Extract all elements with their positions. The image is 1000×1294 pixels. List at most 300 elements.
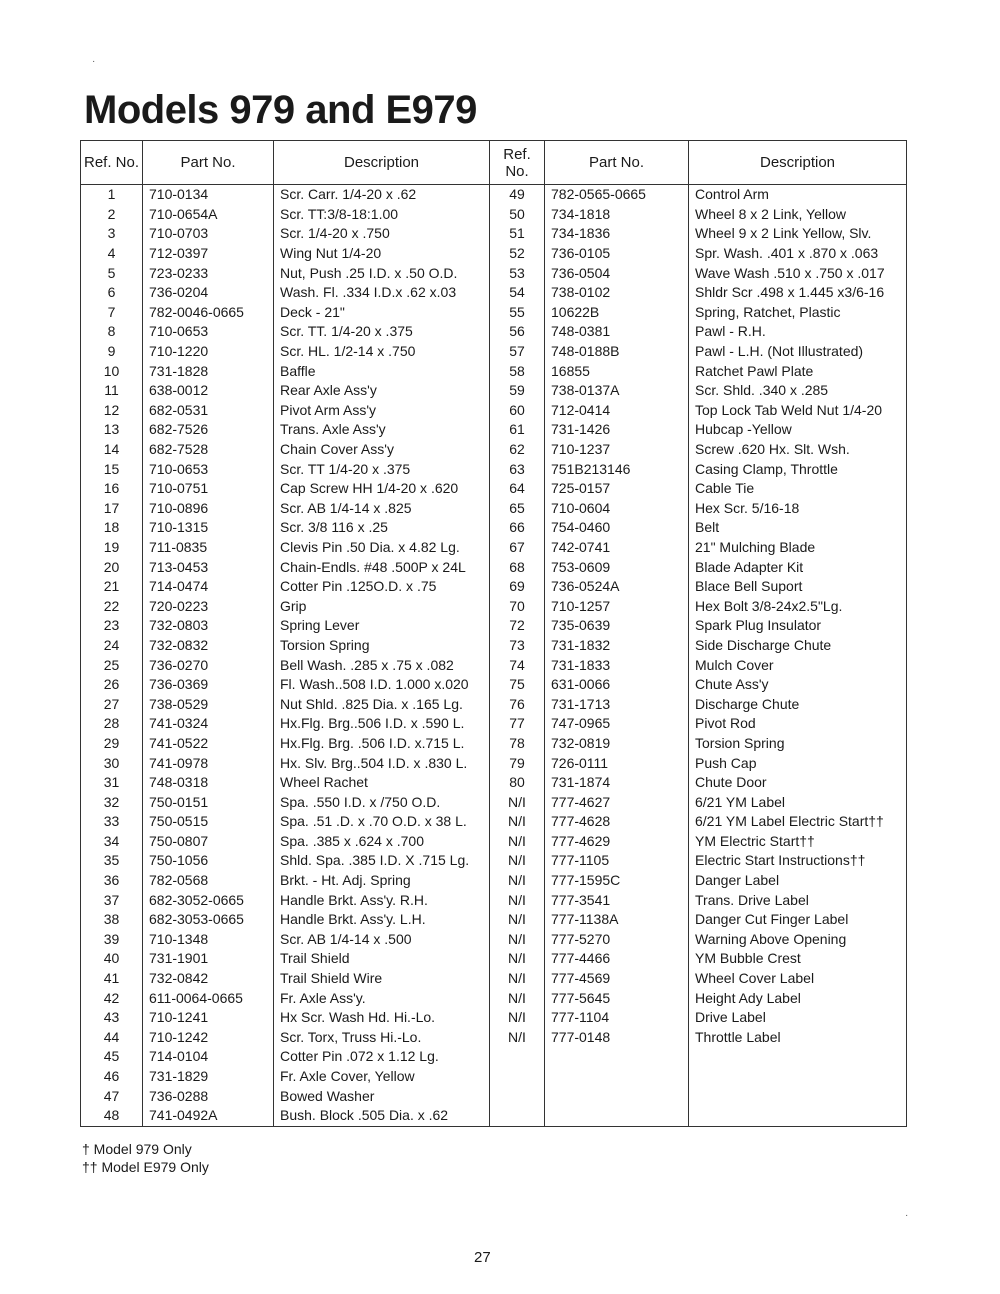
ref-left-cell: 26 bbox=[81, 675, 143, 695]
ref-left-cell: 12 bbox=[81, 401, 143, 421]
ref-left-cell: 15 bbox=[81, 459, 143, 479]
part-number-right-cell: 777-5270 bbox=[545, 930, 689, 950]
part-number-left-cell: 736-0270 bbox=[143, 655, 274, 675]
table-row bbox=[81, 538, 907, 558]
description-right-cell bbox=[689, 1106, 907, 1126]
header-desc-left: Description bbox=[274, 141, 490, 185]
part-number-right-cell: 748-0381 bbox=[545, 322, 689, 342]
description-right-cell: Danger Cut Finger Label bbox=[689, 910, 907, 930]
table-row bbox=[81, 714, 907, 734]
part-number-left-cell: 741-0978 bbox=[143, 753, 274, 773]
ref-right-cell bbox=[490, 1067, 545, 1087]
ref-left-cell: 17 bbox=[81, 499, 143, 519]
table-header-row bbox=[81, 141, 907, 185]
description-right-cell: Discharge Chute bbox=[689, 694, 907, 714]
description-left-cell: Scr. 3/8 116 x .25 bbox=[274, 518, 490, 538]
description-right-cell: Screw .620 Hx. Slt. Wsh. bbox=[689, 440, 907, 460]
part-number-left-cell: 738-0529 bbox=[143, 694, 274, 714]
description-left-cell: Cotter Pin .072 x 1.12 Lg. bbox=[274, 1047, 490, 1067]
ref-left-cell: 46 bbox=[81, 1067, 143, 1087]
table-row bbox=[81, 263, 907, 283]
part-number-left-cell: 710-1242 bbox=[143, 1028, 274, 1048]
description-left-cell: Scr. AB 1/4-14 x .500 bbox=[274, 930, 490, 950]
part-number-left-cell: 750-0807 bbox=[143, 832, 274, 852]
description-right-cell: Blade Adapter Kit bbox=[689, 557, 907, 577]
description-right-cell: Danger Label bbox=[689, 871, 907, 891]
header-ref-left: Ref. No. bbox=[81, 141, 143, 185]
part-number-right-cell: 736-0504 bbox=[545, 263, 689, 283]
description-left-cell: Spa. .51 .D. x .70 O.D. x 38 L. bbox=[274, 812, 490, 832]
part-number-left-cell: 710-0896 bbox=[143, 499, 274, 519]
description-left-cell: Nut, Push .25 I.D. x .50 O.D. bbox=[274, 263, 490, 283]
ref-left-cell: 37 bbox=[81, 890, 143, 910]
footnote-model-979: † Model 979 Only bbox=[82, 1141, 192, 1157]
part-number-right-cell: 777-5645 bbox=[545, 988, 689, 1008]
part-number-left-cell: 682-0531 bbox=[143, 401, 274, 421]
ref-right-cell: 75 bbox=[490, 675, 545, 695]
part-number-left-cell: 611-0064-0665 bbox=[143, 988, 274, 1008]
ref-left-cell: 43 bbox=[81, 1008, 143, 1028]
ref-right-cell: 50 bbox=[490, 205, 545, 225]
description-left-cell: Scr. Torx, Truss Hi.-Lo. bbox=[274, 1028, 490, 1048]
part-number-right-cell: 734-1836 bbox=[545, 224, 689, 244]
description-left-cell: Hx Scr. Wash Hd. Hi.-Lo. bbox=[274, 1008, 490, 1028]
description-left-cell: Chain Cover Ass'y bbox=[274, 440, 490, 460]
part-number-right-cell: 710-0604 bbox=[545, 499, 689, 519]
description-right-cell: Spr. Wash. .401 x .870 x .063 bbox=[689, 244, 907, 264]
table-row bbox=[81, 792, 907, 812]
table-row bbox=[81, 694, 907, 714]
ref-left-cell: 10 bbox=[81, 361, 143, 381]
part-number-right-cell: 777-1138A bbox=[545, 910, 689, 930]
description-left-cell: Trail Shield Wire bbox=[274, 969, 490, 989]
part-number-right-cell bbox=[545, 1086, 689, 1106]
table-row bbox=[81, 459, 907, 479]
part-number-left-cell: 731-1901 bbox=[143, 949, 274, 969]
scan-speck: · bbox=[92, 56, 96, 67]
header-ref-right: Ref. No. bbox=[490, 141, 545, 185]
description-right-cell: Mulch Cover bbox=[689, 655, 907, 675]
part-number-left-cell: 714-0474 bbox=[143, 577, 274, 597]
table-row bbox=[81, 185, 907, 205]
description-left-cell: Wheel Rachet bbox=[274, 773, 490, 793]
ref-right-cell: 73 bbox=[490, 636, 545, 656]
description-left-cell: Spa. .550 I.D. x /750 O.D. bbox=[274, 792, 490, 812]
description-left-cell: Bell Wash. .285 x .75 x .082 bbox=[274, 655, 490, 675]
ref-left-cell: 8 bbox=[81, 322, 143, 342]
description-left-cell: Cap Screw HH 1/4-20 x .620 bbox=[274, 479, 490, 499]
part-number-left-cell: 736-0369 bbox=[143, 675, 274, 695]
ref-right-cell: 63 bbox=[490, 459, 545, 479]
part-number-right-cell: 748-0188B bbox=[545, 342, 689, 362]
part-number-left-cell: 710-1220 bbox=[143, 342, 274, 362]
part-number-left-cell: 741-0522 bbox=[143, 734, 274, 754]
description-right-cell: Height Ady Label bbox=[689, 988, 907, 1008]
ref-right-cell: N/I bbox=[490, 910, 545, 930]
part-number-left-cell: 710-0703 bbox=[143, 224, 274, 244]
description-right-cell: YM Electric Start†† bbox=[689, 832, 907, 852]
table-row bbox=[81, 499, 907, 519]
table-row bbox=[81, 381, 907, 401]
ref-right-cell: 51 bbox=[490, 224, 545, 244]
description-left-cell: Scr. TT. 1/4-20 x .375 bbox=[274, 322, 490, 342]
description-left-cell: Deck - 21" bbox=[274, 303, 490, 323]
part-number-left-cell: 750-1056 bbox=[143, 851, 274, 871]
table-row bbox=[81, 969, 907, 989]
description-right-cell: YM Bubble Crest bbox=[689, 949, 907, 969]
ref-left-cell: 21 bbox=[81, 577, 143, 597]
description-left-cell: Spa. .385 x .624 x .700 bbox=[274, 832, 490, 852]
description-left-cell: Bowed Washer bbox=[274, 1086, 490, 1106]
part-number-right-cell: 777-1104 bbox=[545, 1008, 689, 1028]
ref-right-cell: 61 bbox=[490, 420, 545, 440]
ref-left-cell: 4 bbox=[81, 244, 143, 264]
ref-right-cell bbox=[490, 1047, 545, 1067]
part-number-left-cell: 741-0492A bbox=[143, 1106, 274, 1126]
description-right-cell bbox=[689, 1067, 907, 1087]
part-number-left-cell: 723-0233 bbox=[143, 263, 274, 283]
ref-right-cell: N/I bbox=[490, 792, 545, 812]
table-row bbox=[81, 518, 907, 538]
table-row bbox=[81, 734, 907, 754]
description-left-cell: Fr. Axle Ass'y. bbox=[274, 988, 490, 1008]
table-row bbox=[81, 910, 907, 930]
part-number-right-cell: 631-0066 bbox=[545, 675, 689, 695]
description-left-cell: Scr. Carr. 1/4-20 x .62 bbox=[274, 185, 490, 205]
description-right-cell: Hex Bolt 3/8-24x2.5"Lg. bbox=[689, 596, 907, 616]
description-right-cell: Pawl - L.H. (Not Illustrated) bbox=[689, 342, 907, 362]
ref-right-cell: N/I bbox=[490, 949, 545, 969]
ref-right-cell: 80 bbox=[490, 773, 545, 793]
ref-right-cell: 74 bbox=[490, 655, 545, 675]
ref-left-cell: 22 bbox=[81, 596, 143, 616]
ref-left-cell: 19 bbox=[81, 538, 143, 558]
table-row bbox=[81, 636, 907, 656]
header-part-left: Part No. bbox=[143, 141, 274, 185]
description-right-cell: Throttle Label bbox=[689, 1028, 907, 1048]
part-number-right-cell: 777-4629 bbox=[545, 832, 689, 852]
ref-left-cell: 42 bbox=[81, 988, 143, 1008]
part-number-left-cell: 732-0842 bbox=[143, 969, 274, 989]
part-number-left-cell: 710-0653 bbox=[143, 322, 274, 342]
table-row bbox=[81, 1086, 907, 1106]
part-number-right-cell bbox=[545, 1067, 689, 1087]
part-number-left-cell: 736-0288 bbox=[143, 1086, 274, 1106]
part-number-left-cell: 712-0397 bbox=[143, 244, 274, 264]
ref-left-cell: 6 bbox=[81, 283, 143, 303]
part-number-right-cell: 747-0965 bbox=[545, 714, 689, 734]
description-right-cell: Trans. Drive Label bbox=[689, 890, 907, 910]
table-row bbox=[81, 361, 907, 381]
part-number-left-cell: 736-0204 bbox=[143, 283, 274, 303]
table-row bbox=[81, 322, 907, 342]
ref-right-cell: 49 bbox=[490, 185, 545, 205]
part-number-left-cell: 713-0453 bbox=[143, 557, 274, 577]
description-right-cell: Drive Label bbox=[689, 1008, 907, 1028]
ref-left-cell: 14 bbox=[81, 440, 143, 460]
table-row bbox=[81, 988, 907, 1008]
part-number-right-cell: 731-1426 bbox=[545, 420, 689, 440]
description-left-cell: Torsion Spring bbox=[274, 636, 490, 656]
part-number-left-cell: 750-0151 bbox=[143, 792, 274, 812]
ref-right-cell bbox=[490, 1106, 545, 1126]
ref-right-cell: 69 bbox=[490, 577, 545, 597]
ref-right-cell: 58 bbox=[490, 361, 545, 381]
part-number-right-cell: 712-0414 bbox=[545, 401, 689, 421]
description-left-cell: Fr. Axle Cover, Yellow bbox=[274, 1067, 490, 1087]
description-left-cell: Spring Lever bbox=[274, 616, 490, 636]
part-number-right-cell: 777-1105 bbox=[545, 851, 689, 871]
table-row bbox=[81, 596, 907, 616]
part-number-right-cell: 710-1257 bbox=[545, 596, 689, 616]
description-right-cell: Hex Scr. 5/16-18 bbox=[689, 499, 907, 519]
description-right-cell: 6/21 YM Label Electric Start†† bbox=[689, 812, 907, 832]
part-number-right-cell: 738-0137A bbox=[545, 381, 689, 401]
ref-left-cell: 38 bbox=[81, 910, 143, 930]
part-number-right-cell: 734-1818 bbox=[545, 205, 689, 225]
ref-right-cell: 77 bbox=[490, 714, 545, 734]
part-number-right-cell: 731-1874 bbox=[545, 773, 689, 793]
table-row bbox=[81, 616, 907, 636]
part-number-left-cell: 710-0134 bbox=[143, 185, 274, 205]
table-row bbox=[81, 244, 907, 264]
table-row bbox=[81, 851, 907, 871]
footnotes bbox=[82, 1140, 209, 1176]
table-row bbox=[81, 224, 907, 244]
table-row bbox=[81, 890, 907, 910]
ref-right-cell: 78 bbox=[490, 734, 545, 754]
ref-left-cell: 28 bbox=[81, 714, 143, 734]
part-number-right-cell: 731-1833 bbox=[545, 655, 689, 675]
description-right-cell: Wheel Cover Label bbox=[689, 969, 907, 989]
ref-left-cell: 16 bbox=[81, 479, 143, 499]
part-number-right-cell: 777-4628 bbox=[545, 812, 689, 832]
ref-right-cell: 68 bbox=[490, 557, 545, 577]
ref-right-cell: N/I bbox=[490, 812, 545, 832]
part-number-right-cell: 777-4466 bbox=[545, 949, 689, 969]
ref-left-cell: 40 bbox=[81, 949, 143, 969]
description-left-cell: Scr. AB 1/4-14 x .825 bbox=[274, 499, 490, 519]
table-row bbox=[81, 420, 907, 440]
ref-left-cell: 39 bbox=[81, 930, 143, 950]
table-row bbox=[81, 479, 907, 499]
ref-right-cell: 60 bbox=[490, 401, 545, 421]
description-right-cell: Blace Bell Suport bbox=[689, 577, 907, 597]
part-number-left-cell: 682-7528 bbox=[143, 440, 274, 460]
table-row bbox=[81, 773, 907, 793]
ref-right-cell: 79 bbox=[490, 753, 545, 773]
table-row bbox=[81, 557, 907, 577]
part-number-left-cell: 731-1828 bbox=[143, 361, 274, 381]
page-number: 27 bbox=[474, 1249, 491, 1266]
description-left-cell: Hx.Flg. Brg..506 I.D. x .590 L. bbox=[274, 714, 490, 734]
part-number-right-cell: 777-4627 bbox=[545, 792, 689, 812]
part-number-left-cell: 782-0568 bbox=[143, 871, 274, 891]
ref-right-cell: 70 bbox=[490, 596, 545, 616]
ref-left-cell: 24 bbox=[81, 636, 143, 656]
part-number-left-cell: 748-0318 bbox=[143, 773, 274, 793]
table-row bbox=[81, 1008, 907, 1028]
part-number-right-cell: 736-0105 bbox=[545, 244, 689, 264]
description-right-cell: Side Discharge Chute bbox=[689, 636, 907, 656]
description-right-cell: Warning Above Opening bbox=[689, 930, 907, 950]
table-row bbox=[81, 1028, 907, 1048]
description-left-cell: Nut Shld. .825 Dia. x .165 Lg. bbox=[274, 694, 490, 714]
ref-right-cell: 76 bbox=[490, 694, 545, 714]
part-number-left-cell: 710-0653 bbox=[143, 459, 274, 479]
description-left-cell: Scr. 1/4-20 x .750 bbox=[274, 224, 490, 244]
description-right-cell: Scr. Shld. .340 x .285 bbox=[689, 381, 907, 401]
part-number-left-cell: 750-0515 bbox=[143, 812, 274, 832]
ref-left-cell: 1 bbox=[81, 185, 143, 205]
part-number-left-cell: 710-1241 bbox=[143, 1008, 274, 1028]
part-number-right-cell: 777-3541 bbox=[545, 890, 689, 910]
part-number-left-cell: 731-1829 bbox=[143, 1067, 274, 1087]
description-right-cell: Top Lock Tab Weld Nut 1/4-20 bbox=[689, 401, 907, 421]
table-row bbox=[81, 871, 907, 891]
description-right-cell: Control Arm bbox=[689, 185, 907, 205]
part-number-right-cell: 753-0609 bbox=[545, 557, 689, 577]
ref-right-cell: 59 bbox=[490, 381, 545, 401]
part-number-right-cell: 16855 bbox=[545, 361, 689, 381]
ref-right-cell: 57 bbox=[490, 342, 545, 362]
ref-left-cell: 33 bbox=[81, 812, 143, 832]
ref-left-cell: 45 bbox=[81, 1047, 143, 1067]
part-number-right-cell bbox=[545, 1047, 689, 1067]
part-number-left-cell: 638-0012 bbox=[143, 381, 274, 401]
ref-right-cell: N/I bbox=[490, 930, 545, 950]
ref-right-cell: N/I bbox=[490, 832, 545, 852]
header-desc-right: Description bbox=[689, 141, 907, 185]
part-number-left-cell: 720-0223 bbox=[143, 596, 274, 616]
table-row bbox=[81, 753, 907, 773]
table-row bbox=[81, 401, 907, 421]
ref-right-cell: 54 bbox=[490, 283, 545, 303]
description-left-cell: Shld. Spa. .385 I.D. X .715 Lg. bbox=[274, 851, 490, 871]
ref-right-cell bbox=[490, 1086, 545, 1106]
description-left-cell: Clevis Pin .50 Dia. x 4.82 Lg. bbox=[274, 538, 490, 558]
description-left-cell: Hx. Slv. Brg..504 I.D. x .830 L. bbox=[274, 753, 490, 773]
part-number-right-cell: 736-0524A bbox=[545, 577, 689, 597]
description-left-cell: Grip bbox=[274, 596, 490, 616]
ref-right-cell: 72 bbox=[490, 616, 545, 636]
table-row bbox=[81, 949, 907, 969]
description-right-cell bbox=[689, 1086, 907, 1106]
part-number-left-cell: 682-7526 bbox=[143, 420, 274, 440]
ref-right-cell: 56 bbox=[490, 322, 545, 342]
table-row bbox=[81, 1106, 907, 1126]
ref-right-cell: N/I bbox=[490, 1008, 545, 1028]
table-row bbox=[81, 303, 907, 323]
description-right-cell: Cable Tie bbox=[689, 479, 907, 499]
ref-right-cell: N/I bbox=[490, 851, 545, 871]
table-row bbox=[81, 1047, 907, 1067]
description-left-cell: Pivot Arm Ass'y bbox=[274, 401, 490, 421]
part-number-right-cell: 735-0639 bbox=[545, 616, 689, 636]
description-left-cell: Handle Brkt. Ass'y. R.H. bbox=[274, 890, 490, 910]
description-right-cell: Ratchet Pawl Plate bbox=[689, 361, 907, 381]
description-right-cell: Wheel 8 x 2 Link, Yellow bbox=[689, 205, 907, 225]
description-left-cell: Wash. Fl. .334 I.D.x .62 x.03 bbox=[274, 283, 490, 303]
ref-right-cell: N/I bbox=[490, 871, 545, 891]
description-left-cell: Scr. TT:3/8-18:1.00 bbox=[274, 205, 490, 225]
description-right-cell: Hubcap -Yellow bbox=[689, 420, 907, 440]
table-row bbox=[81, 675, 907, 695]
description-left-cell: Handle Brkt. Ass'y. L.H. bbox=[274, 910, 490, 930]
part-number-left-cell: 682-3052-0665 bbox=[143, 890, 274, 910]
part-number-left-cell: 714-0104 bbox=[143, 1047, 274, 1067]
ref-left-cell: 20 bbox=[81, 557, 143, 577]
table-row bbox=[81, 1067, 907, 1087]
ref-right-cell: 55 bbox=[490, 303, 545, 323]
ref-right-cell: 64 bbox=[490, 479, 545, 499]
page-title: Models 979 and E979 bbox=[84, 88, 477, 132]
part-number-right-cell bbox=[545, 1106, 689, 1126]
description-right-cell: Pawl - R.H. bbox=[689, 322, 907, 342]
ref-left-cell: 7 bbox=[81, 303, 143, 323]
ref-right-cell: 67 bbox=[490, 538, 545, 558]
description-left-cell: Trail Shield bbox=[274, 949, 490, 969]
part-number-right-cell: 777-0148 bbox=[545, 1028, 689, 1048]
description-left-cell: Brkt. - Ht. Adj. Spring bbox=[274, 871, 490, 891]
part-number-left-cell: 782-0046-0665 bbox=[143, 303, 274, 323]
description-left-cell: Bush. Block .505 Dia. x .62 bbox=[274, 1106, 490, 1126]
part-number-left-cell: 682-3053-0665 bbox=[143, 910, 274, 930]
part-number-right-cell: 777-4569 bbox=[545, 969, 689, 989]
part-number-right-cell: 710-1237 bbox=[545, 440, 689, 460]
description-left-cell: Baffle bbox=[274, 361, 490, 381]
ref-right-cell: N/I bbox=[490, 988, 545, 1008]
ref-right-cell: 65 bbox=[490, 499, 545, 519]
parts-table bbox=[80, 140, 907, 1127]
table-row bbox=[81, 812, 907, 832]
ref-left-cell: 36 bbox=[81, 871, 143, 891]
ref-left-cell: 11 bbox=[81, 381, 143, 401]
ref-right-cell: N/I bbox=[490, 969, 545, 989]
description-left-cell: Chain-Endls. #48 .500P x 24L bbox=[274, 557, 490, 577]
part-number-left-cell: 710-0654A bbox=[143, 205, 274, 225]
ref-left-cell: 27 bbox=[81, 694, 143, 714]
description-right-cell: Shldr Scr .498 x 1.445 x3/6-16 bbox=[689, 283, 907, 303]
ref-right-cell: 66 bbox=[490, 518, 545, 538]
description-right-cell: Electric Start Instructions†† bbox=[689, 851, 907, 871]
part-number-right-cell: 726-0111 bbox=[545, 753, 689, 773]
description-right-cell: Pivot Rod bbox=[689, 714, 907, 734]
ref-left-cell: 35 bbox=[81, 851, 143, 871]
ref-left-cell: 18 bbox=[81, 518, 143, 538]
description-right-cell: Torsion Spring bbox=[689, 734, 907, 754]
part-number-right-cell: 732-0819 bbox=[545, 734, 689, 754]
part-number-right-cell: 10622B bbox=[545, 303, 689, 323]
ref-left-cell: 29 bbox=[81, 734, 143, 754]
part-number-right-cell: 742-0741 bbox=[545, 538, 689, 558]
part-number-left-cell: 710-0751 bbox=[143, 479, 274, 499]
ref-right-cell: N/I bbox=[490, 890, 545, 910]
parts-table-body bbox=[81, 185, 907, 1127]
ref-left-cell: 31 bbox=[81, 773, 143, 793]
ref-left-cell: 41 bbox=[81, 969, 143, 989]
description-left-cell: Scr. HL. 1/2-14 x .750 bbox=[274, 342, 490, 362]
table-row bbox=[81, 930, 907, 950]
part-number-right-cell: 731-1832 bbox=[545, 636, 689, 656]
description-right-cell: Spark Plug Insulator bbox=[689, 616, 907, 636]
ref-left-cell: 9 bbox=[81, 342, 143, 362]
ref-left-cell: 23 bbox=[81, 616, 143, 636]
description-right-cell: 6/21 YM Label bbox=[689, 792, 907, 812]
ref-left-cell: 13 bbox=[81, 420, 143, 440]
description-right-cell: Wave Wash .510 x .750 x .017 bbox=[689, 263, 907, 283]
description-left-cell: Hx.Flg. Brg. .506 I.D. x.715 L. bbox=[274, 734, 490, 754]
